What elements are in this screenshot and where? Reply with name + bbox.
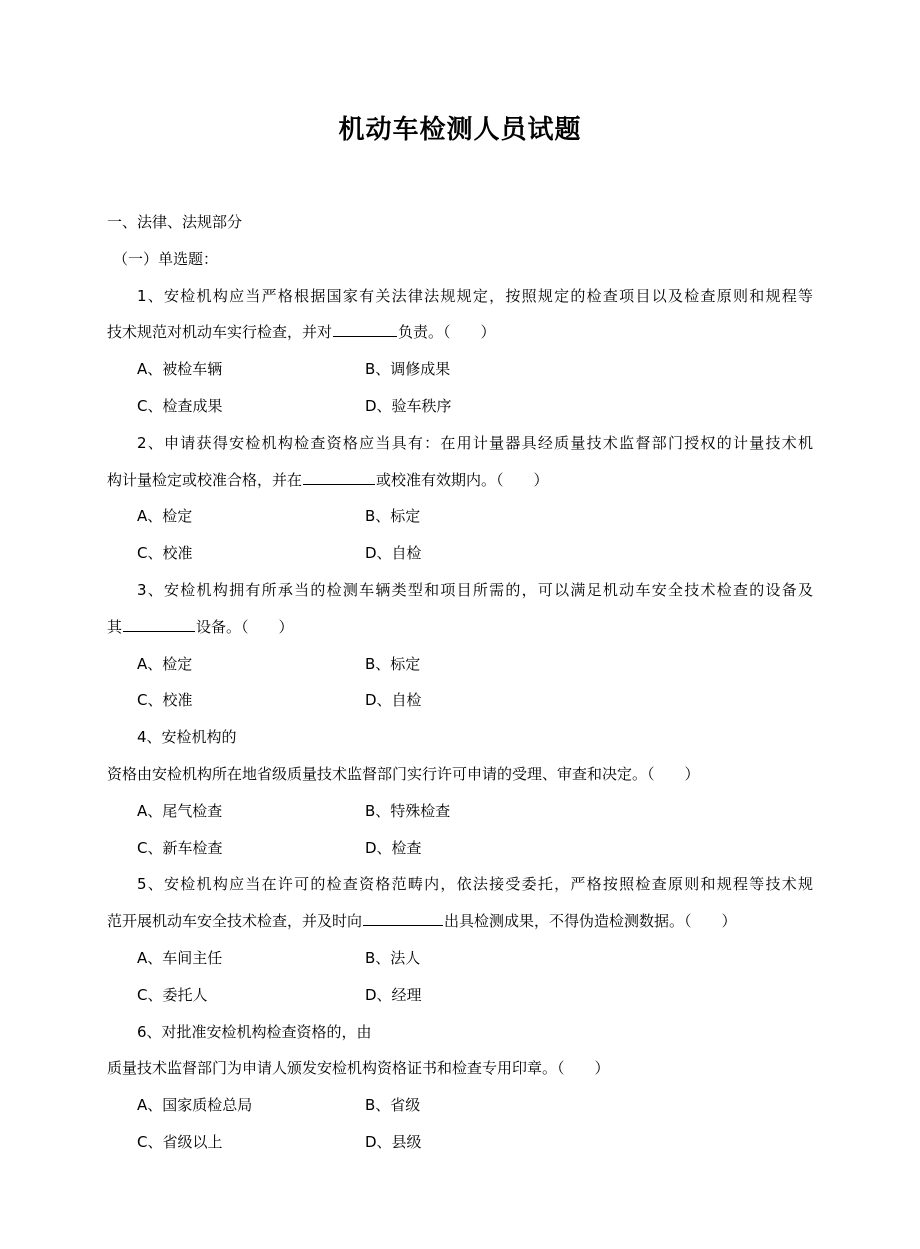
option-c: C、检查成果	[137, 396, 223, 415]
option-c: C、委托人	[137, 985, 208, 1004]
question-4	[107, 719, 813, 866]
question-2	[107, 425, 813, 572]
options-row	[107, 535, 813, 572]
question-text-line: 6、对批准安检机构检查资格的，由	[137, 1022, 372, 1041]
option-a: A、被检车辆	[137, 360, 223, 379]
question-text-line	[107, 462, 813, 499]
options-row	[107, 977, 813, 1014]
question-1	[107, 278, 813, 425]
option-a: A、检定	[137, 654, 193, 673]
options-row	[107, 498, 813, 535]
options-row	[107, 388, 813, 425]
question-text-line: 4、安检机构的	[137, 728, 237, 747]
options-row	[107, 793, 813, 830]
answer-blank	[333, 320, 397, 337]
answer-blank	[303, 468, 375, 485]
question-text-fragment: 技术规范对机动车实行检查，并对	[107, 323, 333, 342]
options-row	[107, 940, 813, 977]
question-5	[107, 866, 813, 1013]
option-d: D、县级	[365, 1132, 422, 1151]
question-text-fragment: 构计量检定或校准合格，并在	[107, 470, 303, 489]
answer-blank	[123, 615, 195, 632]
question-text-fragment: 出具检测成果，不得伪造检测数据。（ ）	[444, 912, 737, 931]
question-text-line: 资格由安检机构所在地省级质量技术监督部门实行许可申请的受理、审查和决定。（ ）	[107, 764, 700, 783]
subsection-heading: （一）单选题：	[113, 249, 219, 268]
question-text-line: 质量技术监督部门为申请人颁发安检机构资格证书和检查专用印章。（ ）	[107, 1059, 610, 1078]
option-c: C、省级以上	[137, 1132, 223, 1151]
option-b: B、标定	[365, 507, 421, 526]
options-row	[107, 1087, 813, 1124]
question-text-fragment: 或校准有效期内。（ ）	[376, 470, 549, 489]
question-6	[107, 1014, 813, 1161]
options-row	[107, 682, 813, 719]
option-d: D、经理	[365, 985, 422, 1004]
option-c: C、校准	[137, 691, 193, 710]
option-d: D、自检	[365, 691, 422, 710]
options-row	[107, 351, 813, 388]
option-c: C、新车检查	[137, 838, 223, 857]
question-text-line	[107, 609, 813, 646]
question-text-line: 1、安检机构应当严格根据国家有关法律法规规定，按照规定的检查项目以及检查原则和规程等	[137, 286, 813, 305]
option-d: D、验车秩序	[365, 396, 452, 415]
option-c: C、校准	[137, 544, 193, 563]
question-text-fragment: 负责。（ ）	[398, 323, 496, 342]
question-3	[107, 572, 813, 719]
question-text-fragment: 范开展机动车安全技术检查，并及时向	[107, 912, 363, 931]
option-a: A、尾气检查	[137, 801, 223, 820]
options-row	[107, 1124, 813, 1161]
page-title: 机动车检测人员试题	[338, 115, 582, 145]
options-row	[107, 646, 813, 683]
options-row	[107, 830, 813, 867]
question-text-line: 3、安检机构拥有所承当的检测车辆类型和项目所需的，可以满足机动车安全技术检查的设备及	[137, 580, 813, 599]
option-b: B、标定	[365, 654, 421, 673]
question-text-fragment: 其	[107, 617, 123, 636]
question-text-line	[107, 903, 813, 940]
option-b: B、特殊检查	[365, 801, 451, 820]
option-b: B、省级	[365, 1096, 421, 1115]
question-text-line: 2、申请获得安检机构检查资格应当具有：在用计量器具经质量技术监督部门授权的计量技术机	[137, 433, 813, 452]
option-d: D、检查	[365, 838, 422, 857]
question-text-line: 5、安检机构应当在许可的检查资格范畴内，依法接受委托，严格按照检查原则和规程等技术规	[137, 875, 813, 894]
exam-content	[107, 204, 813, 1161]
question-text-fragment: 设备。（ ）	[196, 617, 294, 636]
question-text-line	[107, 314, 813, 351]
option-a: A、检定	[137, 507, 193, 526]
option-d: D、自检	[365, 544, 422, 563]
option-b: B、法人	[365, 948, 421, 967]
option-b: B、调修成果	[365, 360, 451, 379]
answer-blank	[363, 909, 443, 926]
option-a: A、国家质检总局	[137, 1096, 253, 1115]
option-a: A、车间主任	[137, 948, 223, 967]
section-heading: 一、法律、法规部分	[107, 213, 243, 231]
